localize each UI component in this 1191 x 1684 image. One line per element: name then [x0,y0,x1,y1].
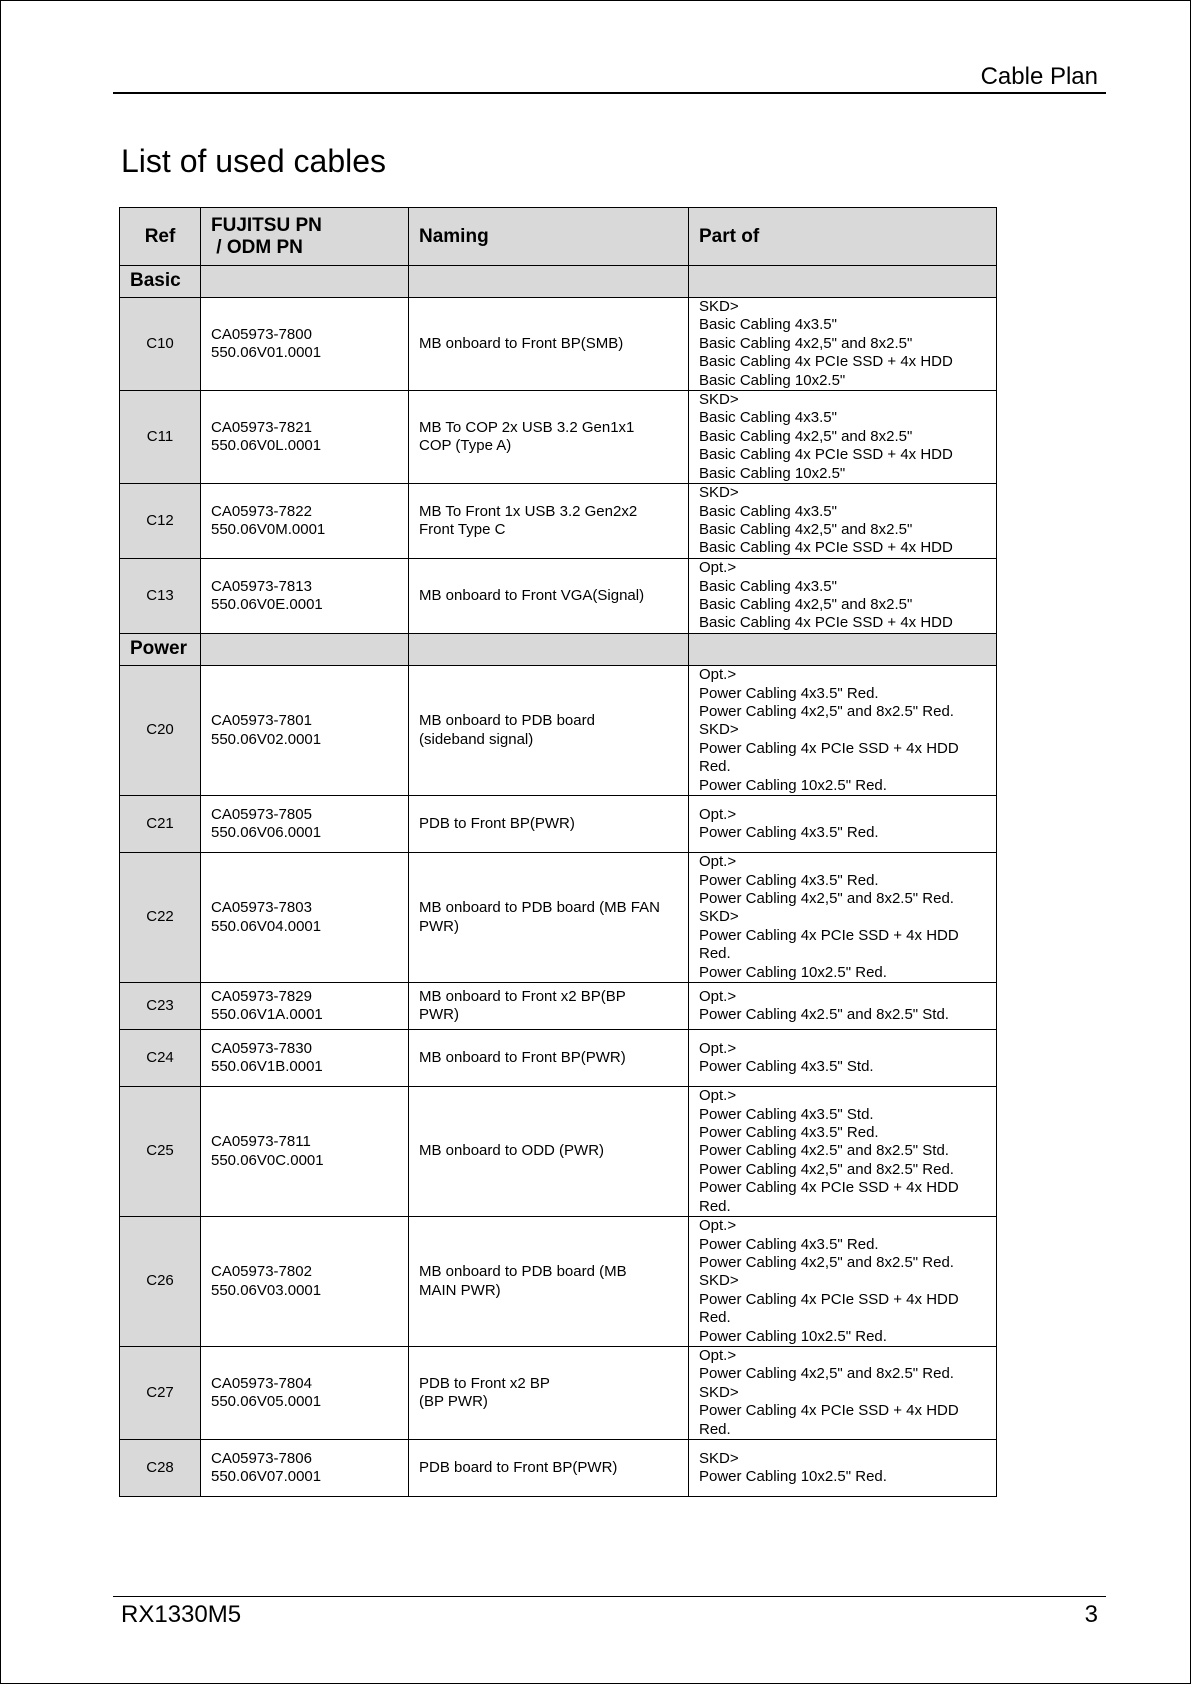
column-header-part-of: Part of [689,208,997,266]
section-empty-cell [201,634,409,666]
part-of-line: Red. [699,1420,731,1438]
section-empty-cell [409,634,689,666]
part-of-line: Opt.> [699,1347,737,1365]
naming-line: MB onboard to Front BP(SMB) [419,334,624,352]
odm-pn: 550.06V0C.0001 [211,1151,324,1169]
fujitsu-pn: CA05973-7802 [211,1263,312,1281]
part-of-line: Basic Cabling 4x PCIe SSD + 4x HDD [699,614,953,632]
part-of-line: Basic Cabling 4x3.5" [699,502,837,520]
part-of-line: Basic Cabling 4x2,5" and 8x2.5" [699,521,913,539]
cell-part-numbers [201,1440,409,1497]
cable-table [119,207,997,1497]
naming-line: PDB to Front x2 BP [419,1374,550,1392]
table-row [120,1030,997,1087]
part-of-line: Power Cabling 4x2,5" and 8x2.5" Red. [699,1365,954,1383]
section-empty-cell [201,266,409,298]
section-label: Basic [120,266,201,298]
table-header-row [120,208,997,266]
part-of-line: Basic Cabling 4x2,5" and 8x2.5" [699,596,913,614]
section-empty-cell [409,266,689,298]
cell-part-numbers [201,298,409,391]
section-empty-cell [689,634,997,666]
part-of-line: Red. [699,758,731,776]
section-row [120,634,997,666]
fujitsu-pn: CA05973-7800 [211,325,312,343]
part-of-line: Power Cabling 4x2,5" and 8x2.5" Red. [699,1160,954,1178]
column-header-pn [201,208,409,266]
part-of-line: SKD> [699,391,739,409]
table-row [120,853,997,983]
part-of-line: Power Cabling 4x3.5" Red. [699,1123,879,1141]
column-header-pn-line1: FUJITSU PN [211,214,322,236]
part-of-line: Power Cabling 4x PCIe SSD + 4x HDD [699,1179,959,1197]
part-of-line: Basic Cabling 4x PCIe SSD + 4x HDD [699,353,953,371]
part-of-line: SKD> [699,1449,739,1467]
part-of-line: SKD> [699,1272,739,1290]
cell-naming [409,1217,689,1347]
cell-part-of [689,666,997,796]
cell-naming [409,1440,689,1497]
cell-part-numbers [201,983,409,1030]
naming-line: MB To Front 1x USB 3.2 Gen2x2 [419,502,638,520]
fujitsu-pn: CA05973-7811 [211,1133,311,1151]
cell-part-of [689,1440,997,1497]
cell-ref: C25 [120,1087,201,1217]
cell-ref: C22 [120,853,201,983]
cell-ref: C11 [120,391,201,484]
naming-line: MAIN PWR) [419,1281,501,1299]
part-of-line: Power Cabling 10x2.5" Red. [699,963,887,981]
naming-line: MB onboard to ODD (PWR) [419,1142,605,1160]
part-of-line: Power Cabling 4x PCIe SSD + 4x HDD [699,1402,959,1420]
cell-naming [409,559,689,634]
part-of-line: Basic Cabling 4x3.5" [699,409,837,427]
cell-part-of [689,1217,997,1347]
fujitsu-pn: CA05973-7822 [211,502,312,520]
part-of-line: Basic Cabling 4x2,5" and 8x2.5" [699,334,913,352]
table-row [120,559,997,634]
naming-line: MB onboard to Front VGA(Signal) [419,586,645,604]
cell-ref: C10 [120,298,201,391]
part-of-line: Basic Cabling 10x2.5" [699,464,846,482]
fujitsu-pn: CA05973-7830 [211,1039,312,1057]
part-of-line: Red. [699,1197,731,1215]
naming-line: (BP PWR) [419,1393,488,1411]
cell-naming [409,796,689,853]
cell-ref: C28 [120,1440,201,1497]
fujitsu-pn: CA05973-7829 [211,987,312,1005]
part-of-line: SKD> [699,721,739,739]
table-row [120,1087,997,1217]
part-of-line: Red. [699,1309,731,1327]
cell-part-of [689,1347,997,1440]
cell-naming [409,1347,689,1440]
part-of-line: Opt.> [699,987,737,1005]
cell-naming [409,391,689,484]
part-of-line: Basic Cabling 4x PCIe SSD + 4x HDD [699,539,953,557]
part-of-line: SKD> [699,908,739,926]
page-title: List of used cables [121,143,387,179]
naming-line: Front Type C [419,521,506,539]
footer-divider [113,1596,1106,1597]
fujitsu-pn: CA05973-7806 [211,1449,312,1467]
table-row [120,1347,997,1440]
fujitsu-pn: CA05973-7821 [211,418,312,436]
cell-part-numbers [201,796,409,853]
cell-part-of [689,298,997,391]
fujitsu-pn: CA05973-7801 [211,712,312,730]
odm-pn: 550.06V0L.0001 [211,437,322,455]
cell-part-numbers [201,666,409,796]
odm-pn: 550.06V07.0001 [211,1468,322,1486]
part-of-line: Power Cabling 4x2,5" and 8x2.5" Red. [699,889,954,907]
cell-ref: C21 [120,796,201,853]
naming-line: (sideband signal) [419,730,534,748]
table-body [120,266,997,1497]
part-of-line: Basic Cabling 4x PCIe SSD + 4x HDD [699,446,953,464]
part-of-line: Power Cabling 4x3.5" Red. [699,684,879,702]
table-row [120,983,997,1030]
footer-page-number: 3 [1084,1601,1098,1628]
part-of-line: Opt.> [699,853,737,871]
part-of-line: Power Cabling 4x3.5" Red. [699,824,879,842]
naming-line: COP (Type A) [419,437,512,455]
cell-part-numbers [201,484,409,559]
naming-line: MB onboard to Front x2 BP(BP [419,987,626,1005]
cell-part-of [689,1030,997,1087]
fujitsu-pn: CA05973-7804 [211,1374,312,1392]
odm-pn: 550.06V03.0001 [211,1281,322,1299]
naming-line: MB onboard to Front BP(PWR) [419,1048,626,1066]
cell-part-of [689,484,997,559]
part-of-line: Power Cabling 4x2.5" and 8x2.5" Std. [699,1006,949,1024]
cell-ref: C26 [120,1217,201,1347]
odm-pn: 550.06V04.0001 [211,917,322,935]
cell-ref: C12 [120,484,201,559]
cell-part-numbers [201,853,409,983]
table-row [120,666,997,796]
cell-part-of [689,1087,997,1217]
part-of-line: Opt.> [699,1087,737,1105]
cell-part-numbers [201,391,409,484]
cell-naming [409,298,689,391]
fujitsu-pn: CA05973-7813 [211,577,312,595]
header-title: Cable Plan [980,63,1098,90]
part-of-line: Opt.> [699,666,737,684]
naming-line: PDB board to Front BP(PWR) [419,1458,618,1476]
naming-line: PDB to Front BP(PWR) [419,814,575,832]
cell-naming [409,1087,689,1217]
part-of-line: SKD> [699,484,739,502]
cell-part-numbers [201,1347,409,1440]
column-header-pn-line2: / ODM PN [211,236,303,258]
table-row [120,391,997,484]
column-header-ref: Ref [120,208,201,266]
part-of-line: Basic Cabling 4x3.5" [699,316,837,334]
cell-ref: C23 [120,983,201,1030]
part-of-line: Opt.> [699,1039,737,1057]
naming-line: MB onboard to PDB board [419,712,595,730]
section-label: Power [120,634,201,666]
naming-line: MB To COP 2x USB 3.2 Gen1x1 [419,418,635,436]
part-of-line: Power Cabling 4x3.5" Std. [699,1058,874,1076]
naming-line: PWR) [419,1006,459,1024]
table-row [120,484,997,559]
odm-pn: 550.06V02.0001 [211,730,322,748]
fujitsu-pn: CA05973-7805 [211,805,312,823]
odm-pn: 550.06V1A.0001 [211,1006,323,1024]
odm-pn: 550.06V0E.0001 [211,596,323,614]
part-of-line: Opt.> [699,1217,737,1235]
table-row [120,796,997,853]
part-of-line: Opt.> [699,805,737,823]
table-row [120,298,997,391]
part-of-line: Power Cabling 10x2.5" Red. [699,1468,887,1486]
odm-pn: 550.06V01.0001 [211,344,322,362]
cell-ref: C24 [120,1030,201,1087]
section-empty-cell [689,266,997,298]
part-of-line: Power Cabling 4x PCIe SSD + 4x HDD [699,1290,959,1308]
cell-naming [409,666,689,796]
table-row [120,1217,997,1347]
part-of-line: Red. [699,945,731,963]
section-row [120,266,997,298]
odm-pn: 550.06V06.0001 [211,824,322,842]
cell-ref: C13 [120,559,201,634]
cell-part-of [689,391,997,484]
part-of-line: Power Cabling 4x3.5" Red. [699,871,879,889]
cell-part-of [689,853,997,983]
part-of-line: SKD> [699,298,739,315]
cell-part-numbers [201,1087,409,1217]
part-of-line: Power Cabling 10x2.5" Red. [699,1327,887,1345]
naming-line: MB onboard to PDB board (MB FAN [419,899,660,917]
cell-naming [409,853,689,983]
part-of-line: Power Cabling 4x3.5" Red. [699,1235,879,1253]
part-of-line: SKD> [699,1383,739,1401]
fujitsu-pn: CA05973-7803 [211,899,312,917]
cell-naming [409,484,689,559]
part-of-line: Power Cabling 4x2,5" and 8x2.5" Red. [699,702,954,720]
cell-ref: C20 [120,666,201,796]
cell-part-of [689,796,997,853]
part-of-line: Basic Cabling 4x2,5" and 8x2.5" [699,427,913,445]
odm-pn: 550.06V1B.0001 [211,1058,323,1076]
part-of-line: Power Cabling 4x2.5" and 8x2.5" Std. [699,1142,949,1160]
part-of-line: Power Cabling 4x PCIe SSD + 4x HDD [699,739,959,757]
table-row [120,1440,997,1497]
cell-part-of [689,559,997,634]
column-header-naming: Naming [409,208,689,266]
odm-pn: 550.06V0M.0001 [211,521,326,539]
part-of-line: Power Cabling 4x3.5" Std. [699,1105,874,1123]
part-of-line: Opt.> [699,559,737,577]
cell-ref: C27 [120,1347,201,1440]
odm-pn: 550.06V05.0001 [211,1393,322,1411]
part-of-line: Power Cabling 10x2.5" Red. [699,776,887,794]
part-of-line: Power Cabling 4x2,5" and 8x2.5" Red. [699,1253,954,1271]
naming-line: PWR) [419,917,459,935]
footer-model: RX1330M5 [121,1601,242,1628]
part-of-line: Power Cabling 4x PCIe SSD + 4x HDD [699,926,959,944]
cell-naming [409,983,689,1030]
cell-part-numbers [201,1217,409,1347]
cell-naming [409,1030,689,1087]
part-of-line: Basic Cabling 4x3.5" [699,577,837,595]
naming-line: MB onboard to PDB board (MB [419,1263,627,1281]
cell-part-of [689,983,997,1030]
part-of-line: Basic Cabling 10x2.5" [699,371,846,389]
header-divider [113,92,1106,94]
cell-part-numbers [201,559,409,634]
cell-part-numbers [201,1030,409,1087]
